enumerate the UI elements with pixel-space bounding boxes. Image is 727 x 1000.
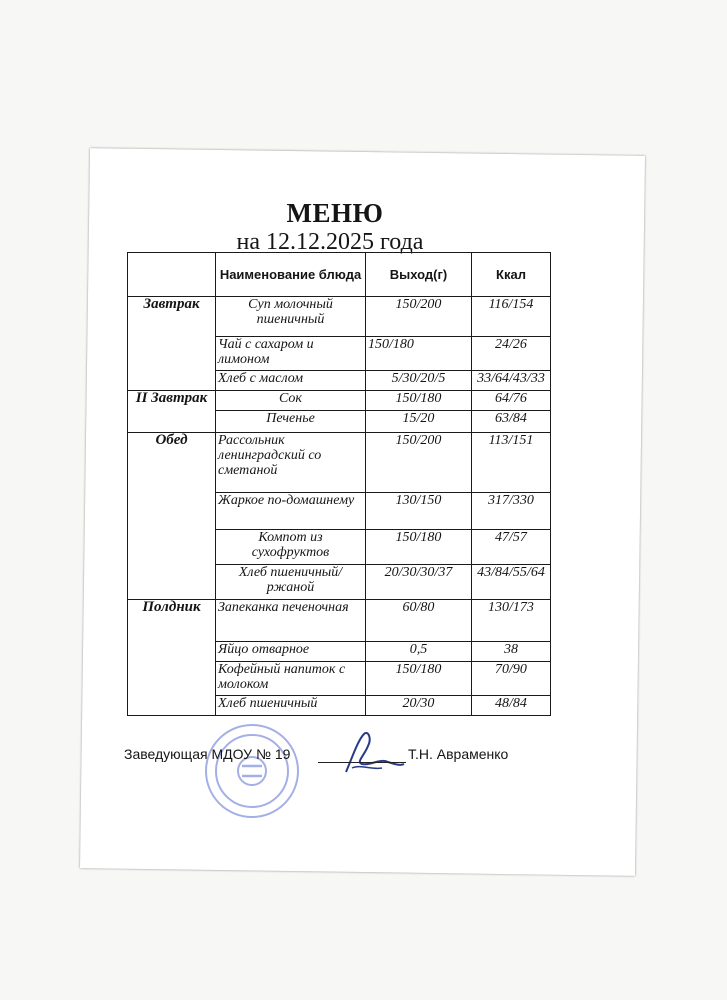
- dish-output: 5/30/20/5: [366, 371, 472, 391]
- dish-name: Хлеб пшеничный: [216, 696, 366, 716]
- dish-output: 60/80: [366, 600, 472, 642]
- meal-lunch: Обед: [128, 433, 216, 600]
- dish-name: Рассольник ленинградский со сметаной: [216, 433, 366, 493]
- handwritten-signature: [338, 728, 408, 778]
- dish-name: Жаркое по-домашнему: [216, 493, 366, 530]
- dish-name: Суп молочный пшеничный: [216, 297, 366, 337]
- meal-second-breakfast: II Завтрак: [128, 391, 216, 433]
- round-stamp: [196, 722, 308, 820]
- dish-name: Сок: [216, 391, 366, 411]
- dish-name: Компот из сухофруктов: [216, 530, 366, 565]
- dish-kcal: 70/90: [472, 662, 551, 696]
- document-date: на 12.12.2025 года: [236, 229, 424, 255]
- dish-name: Яйцо отварное: [216, 642, 366, 662]
- dish-name: Печенье: [216, 411, 366, 433]
- header-dish: Наименование блюда: [216, 253, 366, 297]
- dish-output: 20/30/30/37: [366, 565, 472, 600]
- meal-breakfast: Завтрак: [128, 297, 216, 391]
- dish-kcal: 63/84: [472, 411, 551, 433]
- dish-kcal: 38: [472, 642, 551, 662]
- dish-output: 15/20: [366, 411, 472, 433]
- dish-output: 150/180: [366, 662, 472, 696]
- dish-kcal: 48/84: [472, 696, 551, 716]
- dish-kcal: 317/330: [472, 493, 551, 530]
- dish-output: 150/180: [366, 530, 472, 565]
- dish-kcal: 33/64/43/33: [472, 371, 551, 391]
- dish-output: 150/200: [366, 433, 472, 493]
- table-row: [128, 297, 551, 337]
- footer-name: Т.Н. Авраменко: [408, 746, 509, 762]
- dish-kcal: 113/151: [472, 433, 551, 493]
- dish-name: Чай с сахаром и лимоном: [216, 337, 366, 371]
- dish-output: 20/30: [366, 696, 472, 716]
- table-row: [128, 391, 551, 411]
- header-kcal: Ккал: [472, 253, 551, 297]
- dish-name: Запеканка печеночная: [216, 600, 366, 642]
- dish-name: Хлеб с маслом: [216, 371, 366, 391]
- dish-kcal: 116/154: [472, 297, 551, 337]
- dish-kcal: 43/84/55/64: [472, 565, 551, 600]
- dish-name: Кофейный напиток с молоком: [216, 662, 366, 696]
- header-output: Выход(г): [366, 253, 472, 297]
- dish-kcal: 24/26: [472, 337, 551, 371]
- table-header-row: [128, 253, 551, 297]
- dish-name: Хлеб пшеничный/ржаной: [216, 565, 366, 600]
- signature-line: [318, 762, 406, 763]
- table-row: [128, 600, 551, 642]
- dish-kcal: 130/173: [472, 600, 551, 642]
- document-title: МЕНЮ: [286, 198, 384, 228]
- meal-afternoon-snack: Полдник: [128, 600, 216, 716]
- menu-table: [127, 252, 551, 716]
- dish-output: 130/150: [366, 493, 472, 530]
- table-row: [128, 433, 551, 493]
- dish-output: 150/200: [366, 297, 472, 337]
- dish-output: 150/180: [366, 391, 472, 411]
- header-meal: [128, 253, 216, 297]
- footer-position: Заведующая МДОУ № 19: [124, 746, 291, 762]
- dish-kcal: 47/57: [472, 530, 551, 565]
- dish-output: 150/180: [366, 337, 472, 371]
- dish-output: 0,5: [366, 642, 472, 662]
- dish-kcal: 64/76: [472, 391, 551, 411]
